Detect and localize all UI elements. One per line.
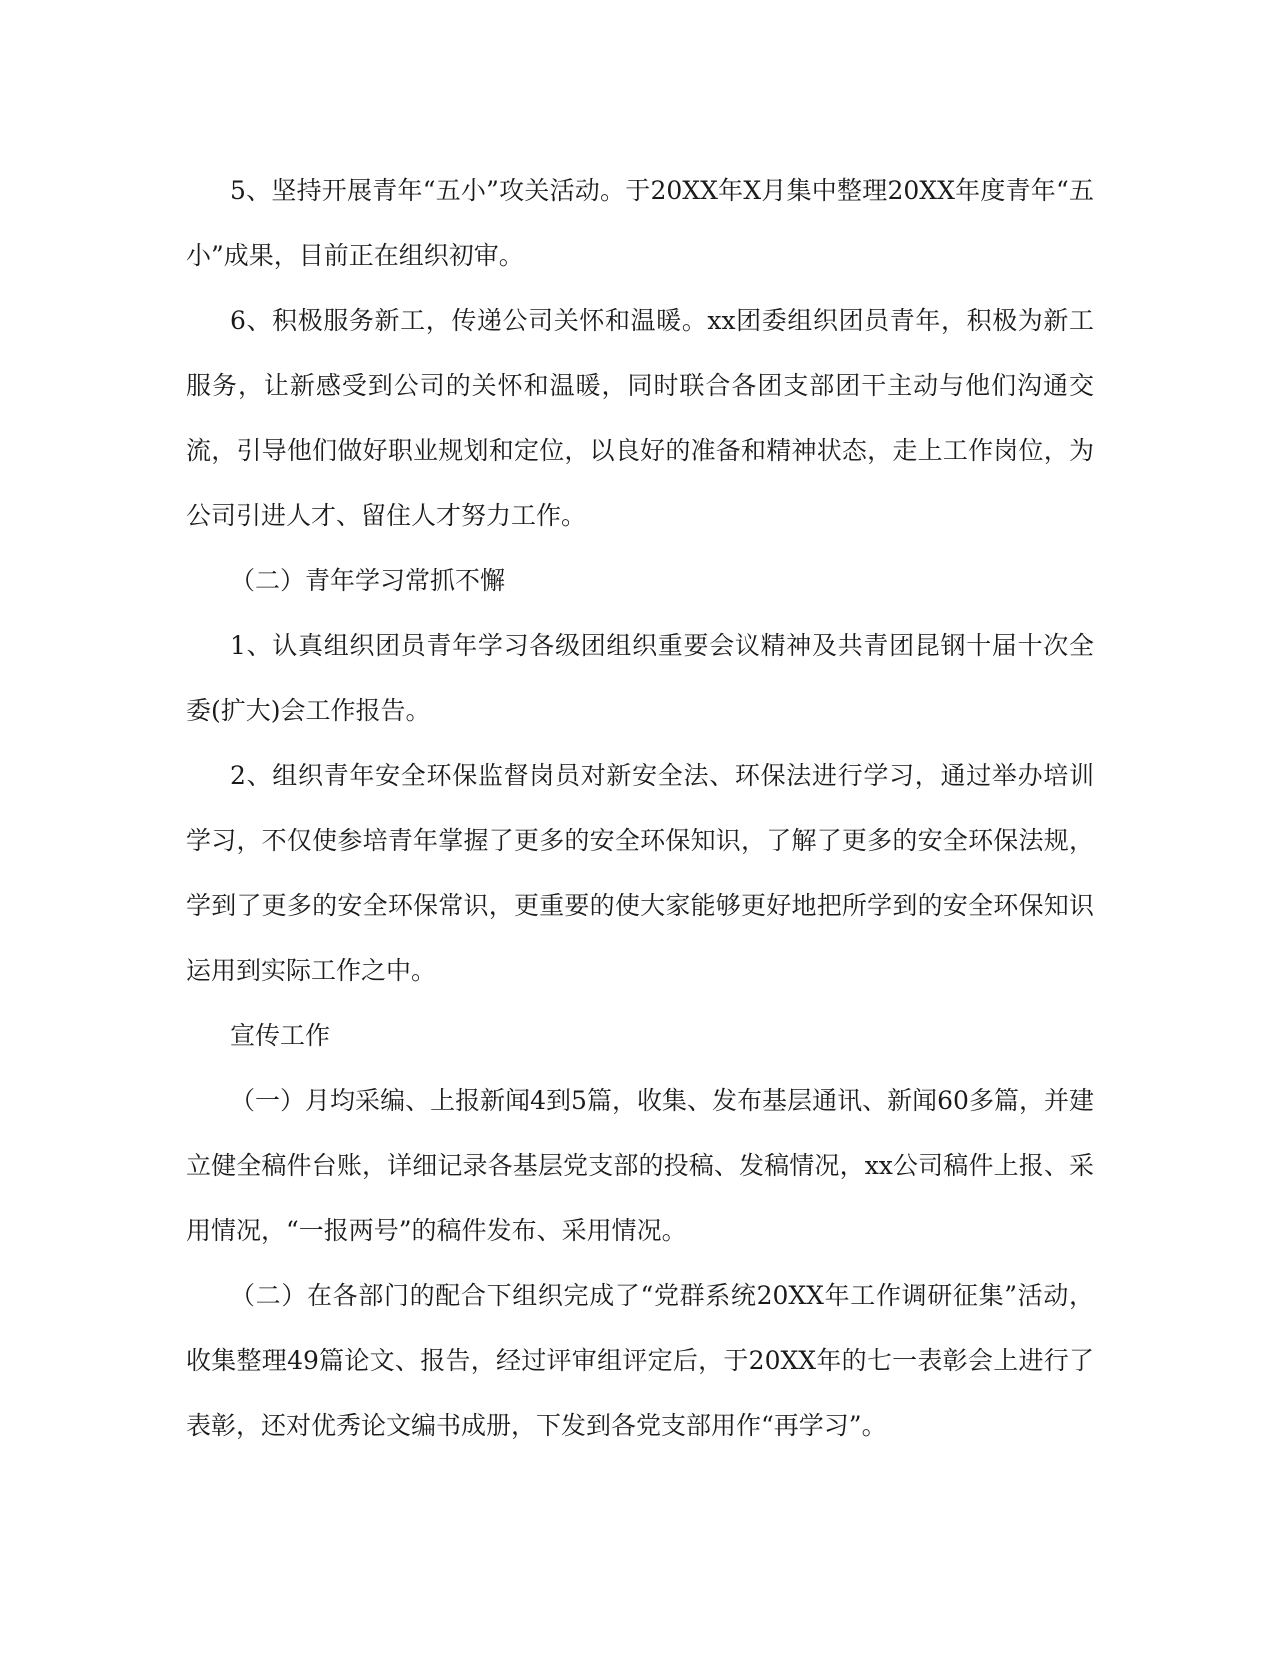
paragraph-item-5: 5、坚持开展青年“五小”攻关活动。于20XX年X月集中整理20XX年度青年“五小”成果，目前正在组织初审。 — [186, 176, 1094, 270]
paragraph-publicity-item-2: （二）在各部门的配合下组织完成了“党群系统20XX年工作调研征集”活动，收集整理49篇论文、报告，经过评审组评定后，于20XX年的七一表彰会上进行了表彰，还对优秀论文编书成册，下发到各党支部用作“再学习”。 — [186, 1281, 1094, 1440]
paragraph-study-item-1: 1、认真组织团员青年学习各级团组织重要会议精神及共青团昆钢十届十次全委(扩大)会工作报告。 — [186, 631, 1094, 725]
section-heading-youth-study: （二）青年学习常抓不懈 — [230, 566, 506, 595]
document-body — [186, 158, 1094, 1458]
paragraph-item-6: 6、积极服务新工，传递公司关怀和温暖。xx团委组织团员青年，积极为新工服务，让新感受到公司的关怀和温暖，同时联合各团支部团干主动与他们沟通交流，引导他们做好职业规划和定位，以良好的准备和精神状态，走上工作岗位，为公司引进人才、留住人才努力工作。 — [186, 306, 1094, 530]
paragraph-publicity-item-1: （一）月均采编、上报新闻4到5篇，收集、发布基层通讯、新闻60多篇，并建立健全稿件台账，详细记录各基层党支部的投稿、发稿情况，xx公司稿件上报、采用情况，“一报两号”的稿件发布、采用情况。 — [186, 1086, 1094, 1245]
section-heading-publicity: 宣传工作 — [230, 1021, 331, 1050]
paragraph-study-item-2: 2、组织青年安全环保监督岗员对新安全法、环保法进行学习，通过举办培训学习，不仅使参培青年掌握了更多的安全环保知识，了解了更多的安全环保法规，学到了更多的安全环保常识，更重要的使大家能够更好地把所学到的安全环保知识运用到实际工作之中。 — [186, 761, 1094, 985]
